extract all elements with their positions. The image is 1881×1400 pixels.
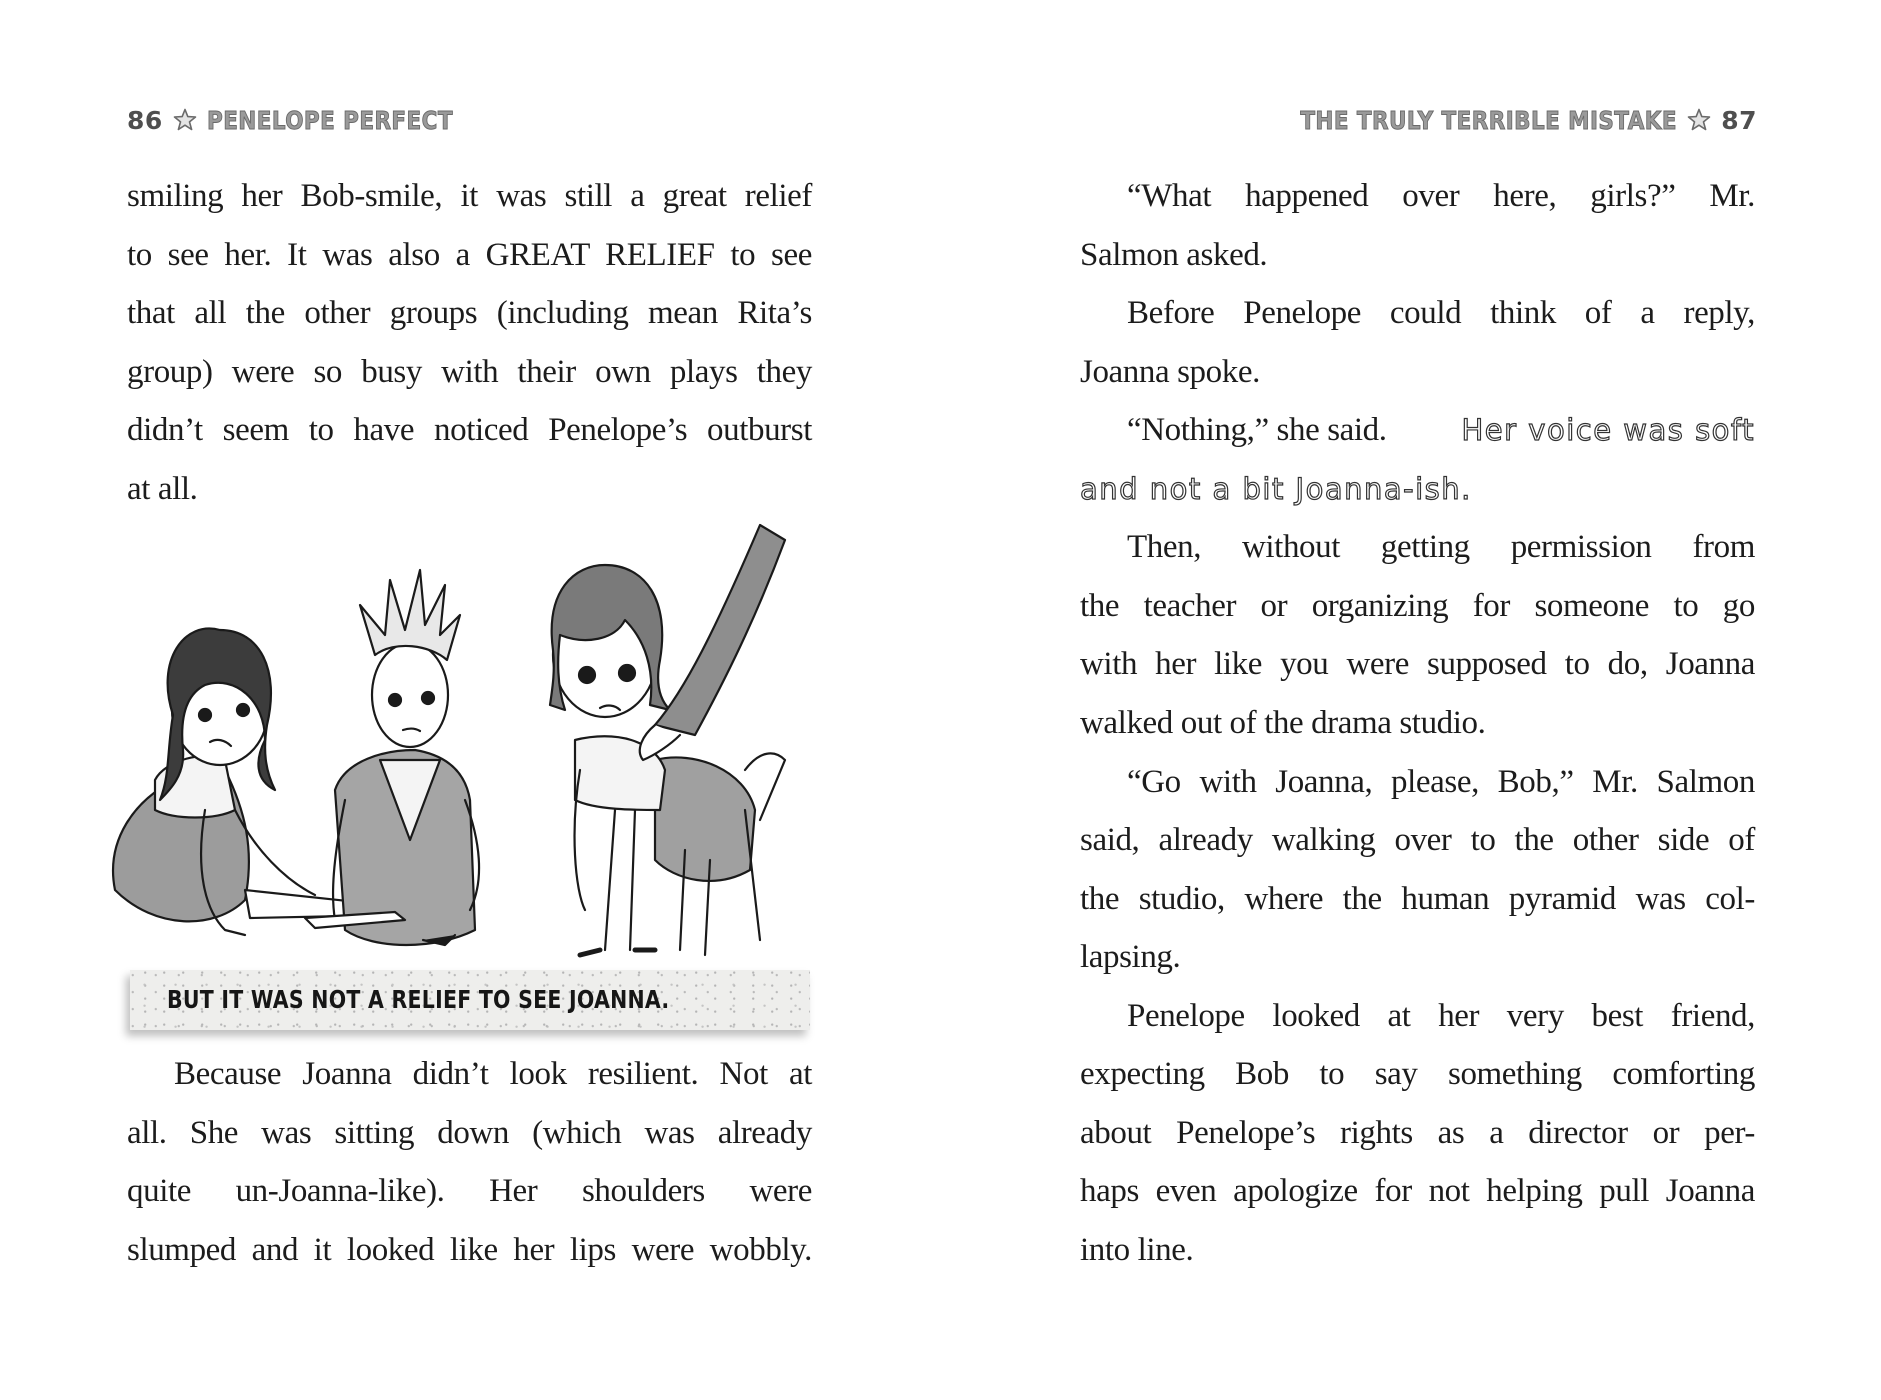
text-line: into line.: [1080, 1232, 1194, 1268]
text-line: slumped and it looked like her lips were wobbly.: [127, 1232, 812, 1268]
text-line: lapsing.: [1080, 939, 1181, 975]
star-icon: [1687, 108, 1711, 132]
outlined-emphasis-text: and not a bit Joanna-ish.: [1080, 472, 1472, 506]
book-title: PENELOPE PERFECT: [206, 105, 453, 135]
text-line: the teacher or organizing for someone to go: [1080, 588, 1755, 624]
text-line: Salmon asked.: [1080, 237, 1268, 273]
text-line: Penelope looked at her very best friend,: [1127, 998, 1755, 1034]
text-line: walked out of the drama studio.: [1080, 705, 1486, 741]
text-line: Joanna spoke.: [1080, 354, 1260, 390]
caption-text: BUT IT WAS NOT A RELIEF TO SEE JOANNA.: [167, 985, 670, 1014]
girl-on-chair: [550, 525, 785, 955]
illustration: [95, 510, 865, 960]
boy-kneeling: [305, 570, 479, 945]
text-line: Because Joanna didn’t look resilient. Not at: [174, 1056, 812, 1092]
text-line: said, already walking over to the other side of: [1080, 822, 1755, 858]
text-line: the studio, where the human pyramid was col-: [1080, 881, 1755, 917]
text-line: “Go with Joanna, please, Bob,” Mr. Salmon: [1127, 764, 1755, 800]
text-line: all. She was sitting down (which was already: [127, 1115, 812, 1151]
text-line: that all the other groups (including mean Rita’s: [127, 295, 812, 331]
page-number: 87: [1721, 105, 1757, 135]
left-page: [0, 0, 940, 1400]
outlined-emphasis-text: Her voice was soft: [1461, 413, 1755, 447]
text-line: haps even apologize for not helping pull Joanna: [1080, 1173, 1755, 1209]
text-line: “What happened over here, girls?” Mr.: [1127, 178, 1755, 214]
text-line: quite un-Joanna-like). Her shoulders were: [127, 1173, 812, 1209]
text-line: with her like you were supposed to do, Joanna: [1080, 646, 1755, 682]
text-line: about Penelope’s rights as a director or per-: [1080, 1115, 1755, 1151]
right-page: [940, 0, 1881, 1400]
caption-bar: [130, 970, 810, 1030]
page-number: 86: [127, 105, 163, 135]
dialogue-text: “Nothing,” she said.: [1127, 412, 1387, 448]
running-head-right: [1239, 104, 1757, 136]
text-line: expecting Bob to say something comforting: [1080, 1056, 1755, 1092]
chapter-title: THE TRULY TERRIBLE MISTAKE: [1300, 105, 1678, 135]
text-line: Then, without getting permission from: [1127, 529, 1755, 565]
text-line: group) were so busy with their own plays they: [127, 354, 812, 390]
running-head-left: [127, 104, 493, 136]
text-line: didn’t seem to have noticed Penelope’s outburst: [127, 412, 812, 448]
star-icon: [173, 108, 197, 132]
text-line: at all.: [127, 471, 198, 507]
text-line: smiling her Bob-smile, it was still a great relief: [127, 178, 812, 214]
text-line: [1080, 408, 1755, 452]
text-line: Before Penelope could think of a reply,: [1127, 295, 1755, 331]
text-line: to see her. It was also a GREAT RELIEF to see: [127, 237, 812, 273]
